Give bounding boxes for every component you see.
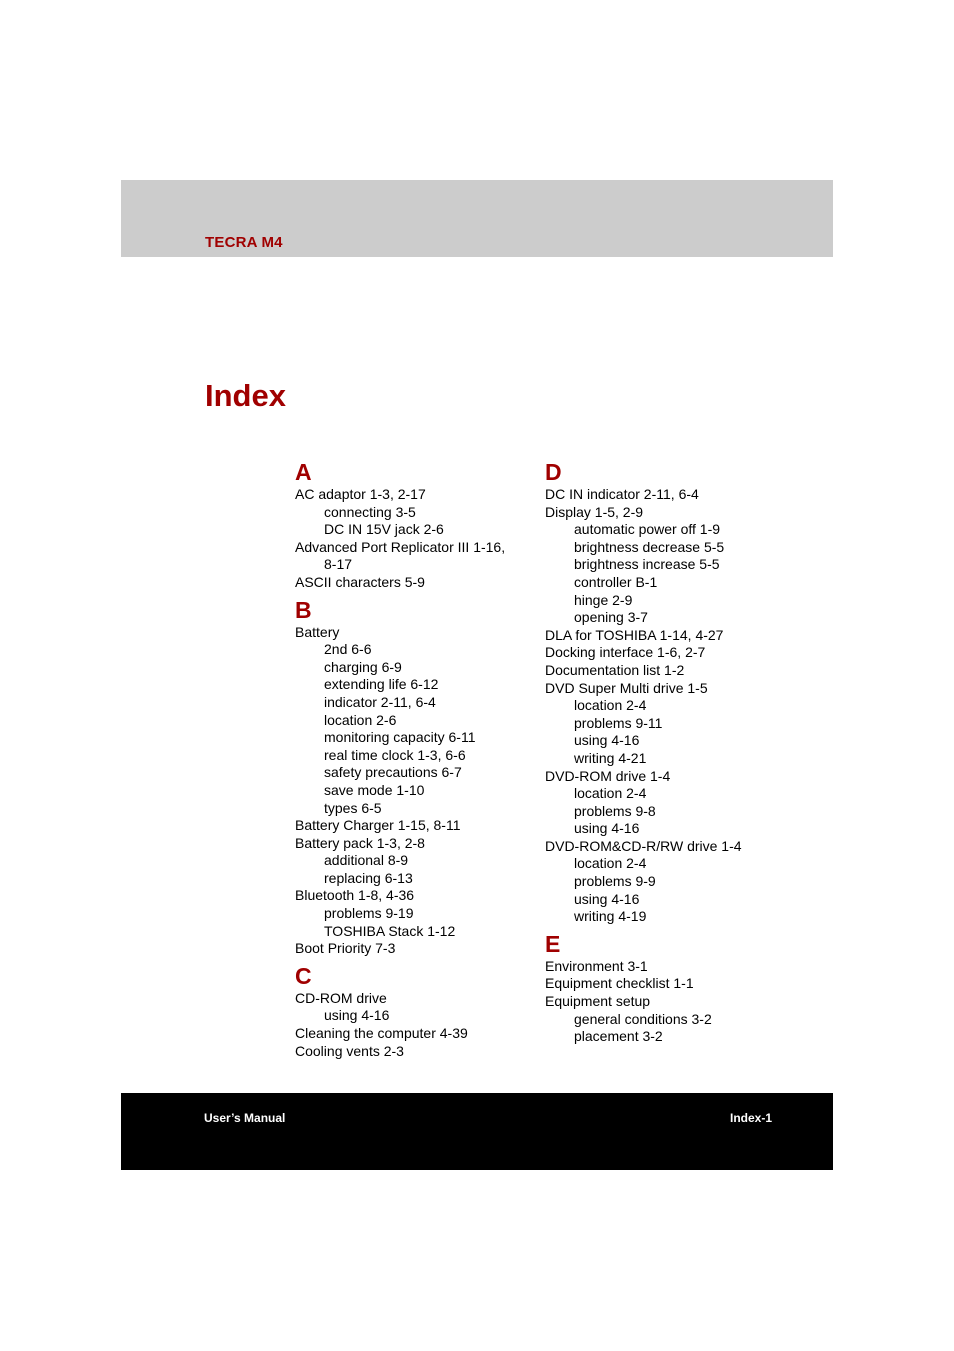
header-band [121, 180, 833, 257]
index-subentry: location 2-4 [574, 855, 647, 872]
index-entry: Advanced Port Replicator III 1-16, [295, 538, 506, 555]
index-subentry: hinge 2-9 [574, 591, 633, 608]
index-subentry: indicator 2-11, 6-4 [324, 693, 436, 710]
index-subentry: general conditions 3-2 [574, 1010, 712, 1027]
index-entry: Battery Charger 1-15, 8-11 [295, 817, 461, 834]
index-entry: Battery [295, 623, 340, 640]
index-subentry: replacing 6-13 [324, 869, 413, 886]
index-entry: Equipment checklist 1-1 [545, 975, 694, 992]
page-title: Index [205, 378, 286, 413]
index-subentry: DC IN 15V jack 2-6 [324, 521, 444, 538]
index-subentry: types 6-5 [324, 799, 382, 816]
index-entry: AC adaptor 1-3, 2-17 [295, 486, 426, 502]
footer-band [121, 1093, 833, 1170]
index-subentry: placement 3-2 [574, 1028, 663, 1045]
index-entry: DC IN indicator 2-11, 6-4 [545, 486, 699, 502]
index-subentry: real time clock 1-3, 6-6 [324, 746, 466, 763]
index-subentry: opening 3-7 [574, 609, 648, 626]
index-entry: Display 1-5, 2-9 [545, 503, 644, 520]
index-letter-e: E [545, 930, 561, 957]
index-subentry: connecting 3-5 [324, 503, 416, 520]
index-subentry: brightness decrease 5-5 [574, 538, 725, 555]
index-subentry: location 2-6 [324, 711, 397, 728]
footer-manual-name: User’s Manual [204, 1111, 286, 1125]
index-entry: Environment 3-1 [545, 957, 648, 974]
index-subentry: controller B-1 [574, 573, 658, 590]
product-name: TECRA M4 [205, 234, 283, 251]
index-column-left [295, 458, 535, 1060]
index-subentry: problems 9-9 [574, 873, 656, 890]
index-subentry: 2nd 6-6 [324, 641, 372, 658]
index-subentry: location 2-4 [574, 697, 647, 714]
index-entry: DVD Super Multi drive 1-5 [545, 679, 708, 696]
index-entry: Bluetooth 1-8, 4-36 [295, 887, 415, 904]
index-entry: Battery pack 1-3, 2-8 [295, 834, 425, 851]
index-subentry: save mode 1-10 [324, 781, 425, 798]
index-subentry: additional 8-9 [324, 852, 409, 869]
index-subentry: writing 4-19 [574, 908, 647, 925]
index-column-right [545, 458, 785, 1046]
index-subentry: 8-17 [324, 556, 353, 573]
index-subentry: monitoring capacity 6-11 [324, 729, 476, 746]
index-entry: CD-ROM drive [295, 989, 387, 1006]
index-entry: DLA for TOSHIBA 1-14, 4-27 [545, 626, 724, 643]
index-subentry: charging 6-9 [324, 658, 402, 675]
index-entry: ASCII characters 5-9 [295, 573, 425, 590]
index-entry: DVD-ROM drive 1-4 [545, 767, 671, 784]
index-subentry: problems 9-19 [324, 905, 414, 922]
index-subentry: TOSHIBA Stack 1-12 [324, 922, 456, 939]
index-entry: Docking interface 1-6, 2-7 [545, 644, 706, 661]
index-letter-b: B [295, 596, 312, 623]
index-entry: Cooling vents 2-3 [295, 1042, 404, 1059]
index-letter-c: C [295, 962, 312, 989]
index-subentry: using 4-16 [574, 820, 640, 837]
index-entry: Boot Priority 7-3 [295, 940, 396, 957]
footer-page-number: Index-1 [729, 1111, 772, 1125]
index-letter-d: D [545, 459, 562, 485]
index-subentry: using 4-16 [574, 890, 640, 907]
index-subentry: brightness increase 5-5 [574, 556, 720, 573]
index-entry: Documentation list 1-2 [545, 661, 685, 678]
index-subentry: extending life 6-12 [324, 676, 439, 693]
index-subentry: writing 4-21 [574, 749, 647, 766]
index-entry: Equipment setup [545, 993, 651, 1010]
index-subentry: problems 9-8 [574, 802, 656, 819]
index-subentry: safety precautions 6-7 [324, 764, 462, 781]
index-entry: Cleaning the computer 4-39 [295, 1025, 468, 1042]
index-subentry: using 4-16 [324, 1007, 390, 1024]
index-subentry: using 4-16 [574, 732, 640, 749]
index-entry: DVD-ROM&CD-R/RW drive 1-4 [545, 837, 742, 854]
index-subentry: location 2-4 [574, 785, 647, 802]
index-subentry: problems 9-11 [574, 714, 663, 731]
index-letter-a: A [295, 459, 312, 485]
index-subentry: automatic power off 1-9 [574, 521, 721, 538]
